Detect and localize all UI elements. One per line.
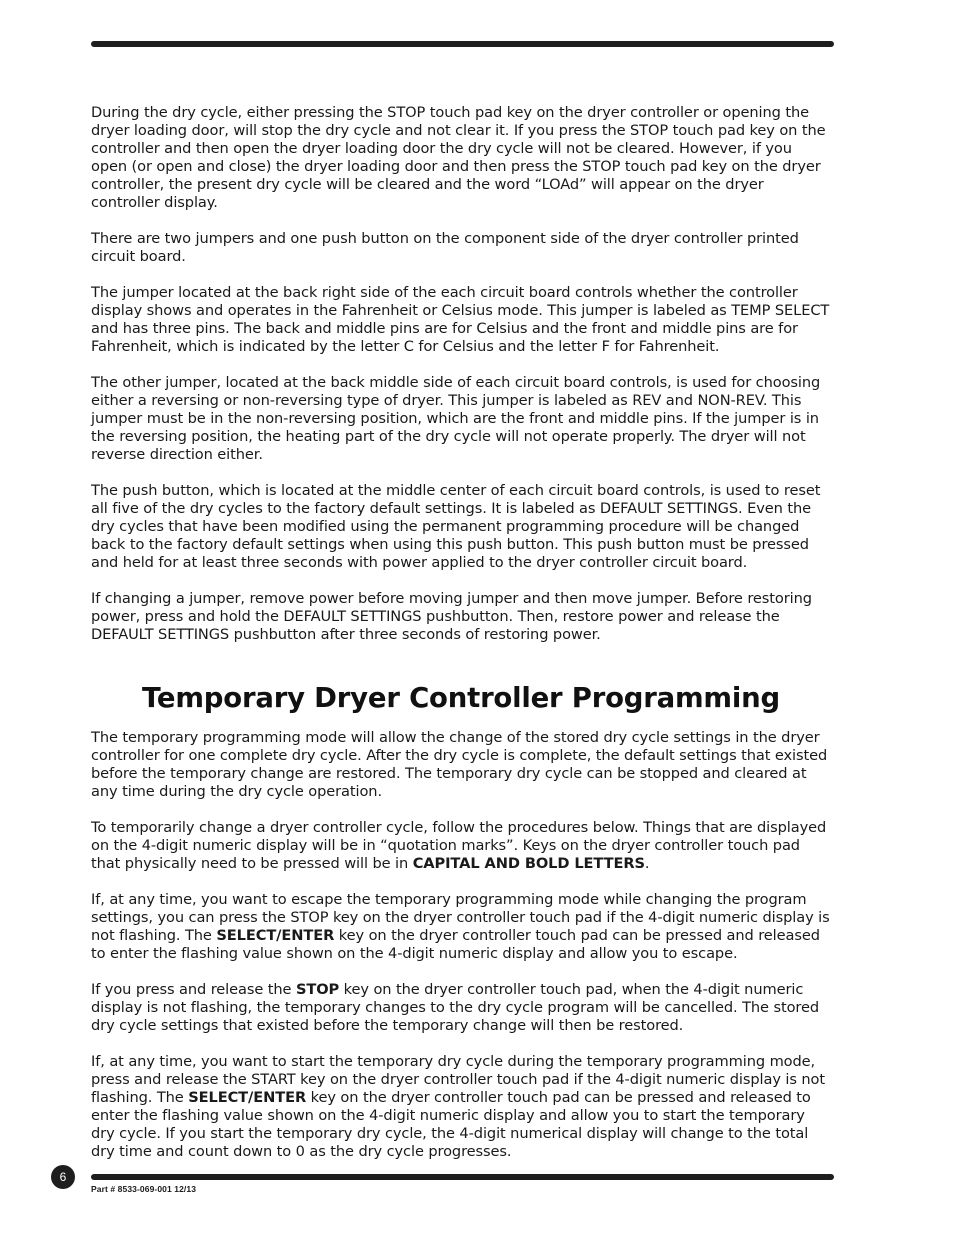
section-paragraph-2	[91, 819, 831, 873]
intro-paragraph-1: During the dry cycle, either pressing the STOP touch pad key on the dryer controller or opening the dryer loading door, will stop the dry cycle and not clear it. If you press the STOP touch pad key on the controller and then open the dryer loading door the dry cycle will not be cleared. However, if you open (or open and close) the dryer loading door and then press the STOP touch pad key on the dryer controller, the present dry cycle will be cleared and the word “LOAd” will appear on the dryer controller display.	[91, 104, 826, 211]
section-paragraph-5-text-b: key on the dryer controller touch pad can be pressed and released to enter the flashing value shown on the 4-digit numeric display and allow you to start the temporary dry cycle. If you start the temporary dry cycle, the 4-digit numerical display will change to the total dry time and count down to 0 as the dry cycle progresses.	[91, 1089, 811, 1160]
intro-paragraph-4: The other jumper, located at the back middle side of each circuit board controls, is used for choosing either a reversing or non-reversing type of dryer. This jumper is labeled as REV and NON-REV. This jumper must be in the non-reversing position, which are the front and middle pins. If the jumper is in the reversing position, the heating part of the dry cycle will not operate properly. The dryer will not reverse direction either.	[91, 374, 821, 463]
page-content	[91, 104, 831, 1179]
section-paragraph-4	[91, 981, 831, 1035]
intro-paragraph-6: If changing a jumper, remove power before moving jumper and then move jumper. Before restoring power, press and hold the DEFAULT SETTINGS pushbutton. Then, restore power and release the DEFAULT SETTINGS pushbutton after three seconds of restoring power.	[91, 590, 812, 643]
page-number-badge: 6	[51, 1165, 75, 1189]
section-paragraph-5-bold: SELECT/ENTER	[188, 1089, 307, 1106]
section-paragraph-1: The temporary programming mode will allow the change of the stored dry cycle settings in the dryer controller for one complete dry cycle. After the dry cycle is complete, the default settings that existed before the temporary change are restored. The temporary dry cycle can be stopped and cleared at any time during the dry cycle operation.	[91, 729, 828, 800]
section-paragraph-3-bold: SELECT/ENTER	[216, 927, 335, 944]
intro-paragraph-5: The push button, which is located at the middle center of each circuit board controls, is used to reset all five of the dry cycles to the factory default settings. It is labeled as DEFAULT SETTINGS. Even the dry cycles that have been modified using the permanent programming procedure will be changed back to the factory default settings when using this push button. This push button must be pressed and held for at least three seconds with power applied to the dryer controller circuit board.	[91, 482, 821, 571]
intro-paragraph-2: There are two jumpers and one push button on the component side of the dryer controller printed circuit board.	[91, 230, 799, 265]
section-paragraph-3	[91, 891, 831, 963]
section-paragraph-3-text-a: If, at any time, you want to escape the temporary programming mode while changing the program settings, you can press the STOP key on the dryer controller touch pad if the 4-digit numeric display is not flashing. The	[91, 891, 830, 944]
section-paragraph-2-text-a: To temporarily change a dryer controller cycle, follow the procedures below. Things that are displayed on the 4-digit numeric display will be in “quotation marks”. Keys on the dryer controller touch pad that physically need to be pressed will be in	[91, 819, 827, 872]
section-paragraph-4-text-a: If you press and release the	[91, 981, 296, 998]
top-rule	[91, 41, 834, 47]
bottom-rule	[91, 1174, 834, 1180]
section-paragraph-4-text-b: key on the dryer controller touch pad, when the 4-digit numeric display is not flashing, the temporary changes to the dry cycle program will be cancelled. The stored dry cycle settings that existed before the temporary change will then be restored.	[91, 981, 820, 1034]
section-paragraph-2-text-b: .	[644, 855, 650, 872]
section-paragraph-4-bold: STOP	[295, 981, 340, 998]
section-paragraph-2-bold: CAPITAL AND BOLD LETTERS	[412, 855, 645, 872]
part-number: Part # 8533-069-001 12/13	[91, 1184, 197, 1194]
section-paragraph-5-text-a: If, at any time, you want to start the temporary dry cycle during the temporary programming mode, press and release the START key on the dryer controller touch pad if the 4-digit numeric display is not flashing. The	[91, 1053, 825, 1106]
section-title: Temporary Dryer Controller Programming	[142, 682, 780, 714]
section-paragraph-3-text-b: key on the dryer controller touch pad can be pressed and released to enter the flashing value shown on the 4-digit numeric display and allow you to escape.	[91, 927, 820, 962]
intro-paragraph-3: The jumper located at the back right side of the each circuit board controls whether the controller display shows and operates in the Fahrenheit or Celsius mode. This jumper is labeled as TEMP SELECT and has three pins. The back and middle pins are for Celsius and the front and middle pins are for Fahrenheit, which is indicated by the letter C for Celsius and the letter F for Fahrenheit.	[91, 284, 830, 355]
section-paragraph-5	[91, 1053, 831, 1161]
